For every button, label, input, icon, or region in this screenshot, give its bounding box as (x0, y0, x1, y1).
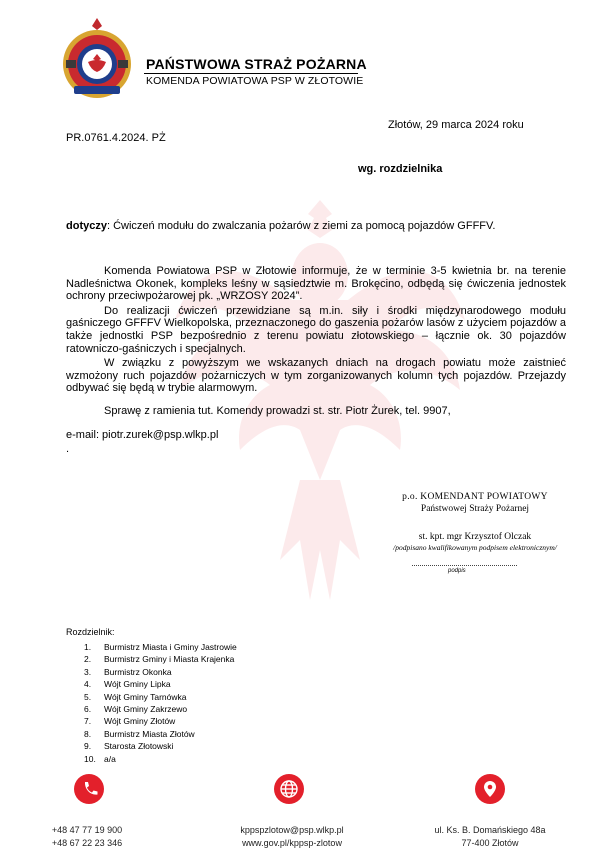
list-item: 5. Wójt Gminy Tarnówka (84, 691, 187, 702)
footer-address (420, 824, 560, 850)
header-divider (144, 73, 358, 74)
recipient: wg. rozdzielnika (358, 163, 443, 175)
location-pin-icon (475, 774, 505, 804)
footer-street: ul. Ks. B. Domańskiego 48a (434, 825, 546, 835)
list-item: 10. a/a (84, 753, 116, 764)
footer-phone: +48 47 77 19 900 (51, 825, 123, 835)
psp-emblem-icon (58, 16, 136, 102)
paragraph: W związku z powyższym we wskazanych dniach na drogach powiatu może zaistnieć wzmożony ruch pojazdów pożarniczych w tym zorganizowanych kolumn tych pojazdów. Przejazdy odbywać się będą w trybie alarmowym. (66, 357, 566, 395)
list-item: 2. Burmistrz Gminy i Miasta Krajenka (84, 654, 235, 665)
paragraph: Komenda Powiatowa PSP w Złotowie informuje, że w terminie 3-5 kwietnia br. na terenie Nadleśnictwa Okonek, kompleks leśny w sąsiedztwie m. Brokęcino, odbędą się ćwiczenia jednostek ochrony przeciwpożarowej pk. „WRZOSY 2024”. (66, 265, 566, 303)
signature-unit: Państwowej Straży Pożarnej (420, 504, 530, 514)
paragraph: Do realizacji ćwiczeń przewidziane są m.in. siły i środki międzynarodowego modułu gaśniczego GFFFV Wielkopolska, przeznaczonego do gaszenia pożarów lasów z użyciem pojazdów a także jednostki PSP bezpośrednio z terenu powiatu złotowskiego – łącznie ok. 30 pojazdów ratowniczo-gaśniczych i specjalnych. (66, 304, 566, 355)
subject-line (66, 220, 495, 232)
list-item: 3. Burmistrz Okonka (84, 666, 172, 677)
org-subtitle: KOMENDA POWIATOWA PSP W ZŁOTOWIE (146, 75, 364, 87)
list-item: 8. Burmistrz Miasta Złotów (84, 728, 195, 739)
phone-icon (74, 774, 104, 804)
list-item: 6. Wójt Gminy Zakrzewo (84, 703, 188, 714)
org-name: PAŃSTWOWA STRAŻ POŻARNA (146, 56, 367, 72)
signature-note: /podpisano kwalifikowanym podpisem elektronicznym/ (393, 543, 557, 552)
list-item: 4. Wójt Gminy Lipka (84, 679, 171, 690)
footer-phone: +48 67 22 23 346 (51, 838, 123, 848)
contact-email: e-mail: piotr.zurek@psp.wlkp.pl (66, 429, 219, 441)
footer-web (222, 824, 362, 850)
subject-label: dotyczy (66, 220, 107, 232)
list-item: 1. Burmistrz Miasta i Gminy Jastrowie (84, 642, 237, 652)
footer-city: 77-400 Złotów (461, 838, 519, 848)
footer-email-link[interactable]: kppspzlotow@psp.wlkp.pl (240, 825, 344, 835)
signature-caption: podpis (448, 568, 466, 574)
footer-phones (40, 824, 134, 850)
signature-dotted-line (412, 565, 517, 566)
reference-number: PR.0761.4.2024. PŻ (66, 132, 166, 144)
letter-body (66, 265, 566, 420)
subject-text: : Ćwiczeń modułu do zwalczania pożarów z ziemi za pomocą pojazdów GFFFV. (106, 220, 496, 232)
globe-icon (274, 774, 304, 804)
distribution-list (84, 641, 237, 765)
signature-name: st. kpt. mgr Krzysztof Olczak (418, 532, 532, 542)
signature-title: p.o. KOMENDANT POWIATOWY (402, 492, 548, 502)
footer-website-link[interactable]: www.gov.pl/kppsp-zlotow (242, 838, 342, 848)
distribution-title: Rozdzielnik: (66, 627, 115, 637)
list-item: 7. Wójt Gminy Złotów (84, 716, 176, 727)
letter-date: Złotów, 29 marca 2024 roku (388, 119, 524, 131)
list-item: 9. Starosta Złotowski (84, 741, 174, 752)
paragraph: Sprawę z ramienia tut. Komendy prowadzi st. str. Piotr Żurek, tel. 9907, (104, 404, 451, 417)
signature-block (370, 492, 580, 552)
trailing-dot: . (66, 443, 70, 455)
